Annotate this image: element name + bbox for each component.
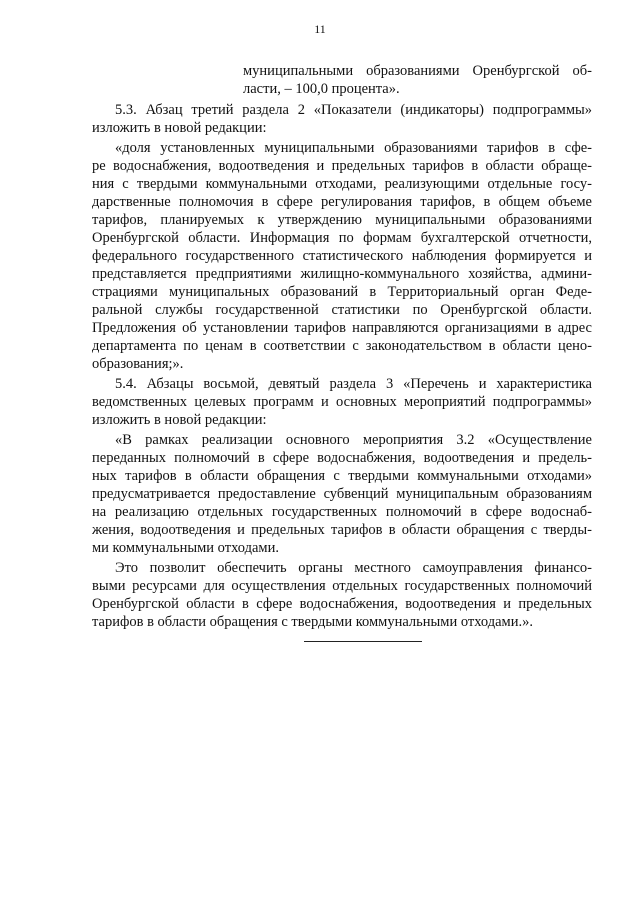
text-line: страциями муниципальных образований в Территориальный орган Феде- <box>92 284 592 300</box>
text-line: ре водоснабжения, водоотведения и предельных тарифов в области обраще- <box>92 158 592 174</box>
text-line: «доля установленных муниципальными образованиями тарифов в сфе- <box>115 140 592 156</box>
end-rule <box>304 641 422 642</box>
text-line: представляется предприятиями жилищно-коммунального хозяйства, админи- <box>92 266 592 282</box>
text-line: ласти, – 100,0 процента». <box>243 81 400 97</box>
text-line: Это позволит обеспечить органы местного самоуправления финансо- <box>115 560 592 576</box>
text-line: предусматривается предоставление субвенций муниципальным образованиям <box>92 486 592 502</box>
text-line: изложить в новой редакции: <box>92 412 267 428</box>
text-line: выми ресурсами для осуществления отдельных государственных полномочий <box>92 578 592 594</box>
text-line: на реализацию отдельных государственных полномочий в сфере водоснаб- <box>92 504 592 520</box>
text-line: «В рамках реализации основного мероприятия 3.2 «Осуществление <box>115 432 592 448</box>
text-line: образования;». <box>92 356 184 372</box>
text-line: дарственные полномочия в сфере регулирования тарифов, в общем объеме <box>92 194 592 210</box>
text-line: переданных полномочий в сфере водоснабжения, водоотведения и предель- <box>92 450 592 466</box>
text-line: тарифов в области обращения с твердыми коммунальными отходами.». <box>92 614 533 630</box>
text-line: ния с твердыми коммунальными отходами, реализующими отдельные госу- <box>92 176 592 192</box>
text-line: 5.4. Абзацы восьмой, девятый раздела 3 «Перечень и характеристика <box>115 376 592 392</box>
text-line: изложить в новой редакции: <box>92 120 267 136</box>
text-line: ральной службы государственной статистики по Оренбургской области. <box>92 302 592 318</box>
text-line: жения, водоотведения и предельных тарифов в области обращения с тверды- <box>92 522 592 538</box>
text-line: муниципальными образованиями Оренбургской об- <box>243 63 592 79</box>
text-line: ных тарифов в области обращения с твердыми коммунальными отходами» <box>92 468 592 484</box>
text-line: Оренбургской области в сфере водоснабжения, водоотведения и предельных <box>92 596 592 612</box>
text-line: ми коммунальными отходами. <box>92 540 279 556</box>
page-number: 11 <box>314 22 326 36</box>
text-line: федерального государственного статистического наблюдения формируется и <box>92 248 592 264</box>
text-line: ведомственных целевых программ и основных мероприятий подпрограммы» <box>92 394 592 410</box>
text-line: департамента по ценам в соответствии с законодательством в области цено- <box>92 338 592 354</box>
text-line: 5.3. Абзац третий раздела 2 «Показатели (индикаторы) подпрограммы» <box>115 102 592 118</box>
text-line: тарифов, планируемых к утверждению муниципальными образованиями <box>92 212 592 228</box>
text-line: Предложения об установлении тарифов направляются организациями в адрес <box>92 320 592 336</box>
text-line: Оренбургской области. Информация по формам бухгалтерской отчетности, <box>92 230 592 246</box>
